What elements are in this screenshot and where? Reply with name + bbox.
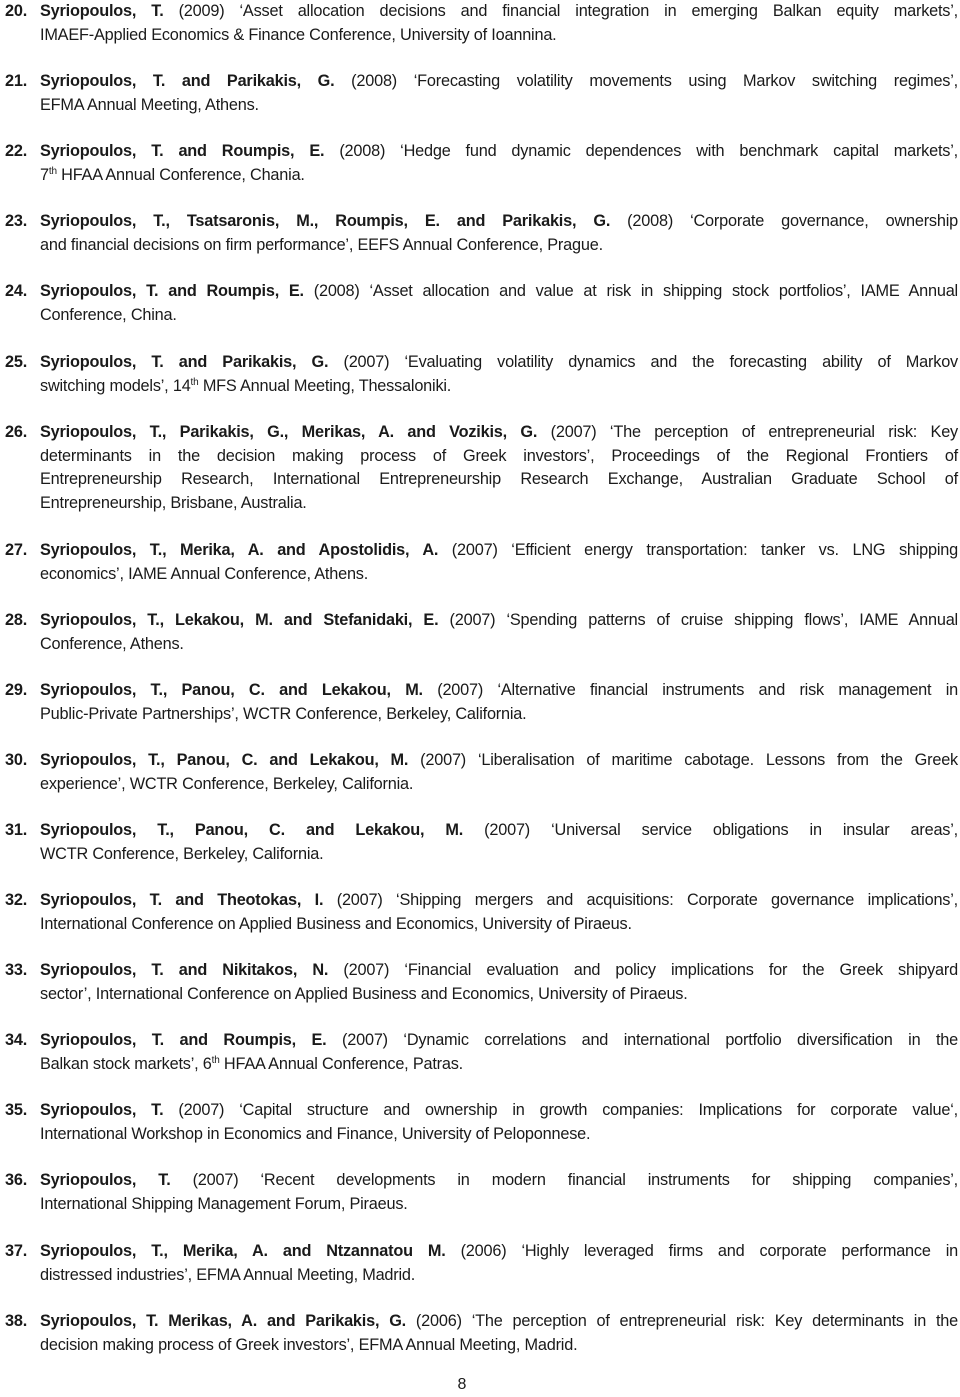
reference-line	[5, 304, 958, 328]
reference-text: (2006) ‘Highly leveraged firms and corporate performance in	[445, 1242, 958, 1260]
reference-text: Conference, China.	[40, 305, 177, 324]
reference-authors: Syriopoulos, T., Merika, A. and Apostolidis, A.	[40, 541, 439, 559]
reference-entry	[5, 1099, 958, 1146]
reference-line	[5, 679, 958, 703]
reference-number: 20.	[5, 2, 28, 20]
reference-line	[5, 210, 958, 234]
reference-number: 34.	[5, 1031, 28, 1049]
reference-authors: Syriopoulos, T. and Parikakis, G.	[40, 353, 329, 371]
reference-number: 32.	[5, 891, 28, 909]
reference-line	[5, 492, 958, 516]
reference-text: switching models’, 14	[40, 376, 191, 395]
reference-entry	[5, 1169, 958, 1216]
reference-authors: Syriopoulos, T., Merika, A. and Ntzannatou M.	[40, 1242, 446, 1260]
reference-number: 29.	[5, 681, 28, 699]
reference-text: International Workshop in Economics and Finance, University of Peloponnese.	[40, 1124, 591, 1143]
reference-entry	[5, 889, 958, 936]
reference-number: 27.	[5, 541, 28, 559]
reference-line	[5, 24, 958, 48]
reference-line	[5, 1264, 958, 1288]
reference-text: HFAA Annual Conference, Chania.	[56, 165, 305, 184]
reference-text: determinants in the decision making process of Greek investors’, Proceedings of the Regional Frontiers of	[40, 446, 958, 465]
reference-line	[5, 1240, 958, 1264]
reference-text: Entrepreneurship, Brisbane, Australia.	[40, 493, 307, 512]
reference-line	[5, 70, 958, 94]
reference-line	[5, 633, 958, 657]
reference-number: 26.	[5, 423, 28, 441]
reference-text: economics’, IAME Annual Conference, Athens.	[40, 564, 369, 583]
ordinal-suffix: th	[211, 1054, 220, 1066]
reference-line	[5, 140, 958, 164]
reference-line	[5, 1169, 958, 1193]
reference-line	[5, 609, 958, 633]
reference-entry	[5, 749, 958, 796]
reference-line	[5, 913, 958, 937]
reference-entry	[5, 959, 958, 1006]
reference-text: (2009) ‘Asset allocation decisions and financial integration in emerging Balkan equity markets’,	[163, 2, 958, 20]
reference-line	[5, 1029, 958, 1053]
reference-number: 28.	[5, 611, 28, 629]
reference-text: (2007) ‘Universal service obligations in insular areas’,	[463, 821, 958, 839]
reference-line	[5, 819, 958, 843]
reference-entry	[5, 819, 958, 866]
reference-text: (2007) ‘Capital structure and ownership in growth companies: Implications for corporate value‘,	[163, 1101, 958, 1119]
reference-entry	[5, 539, 958, 586]
reference-text: (2007) ‘Dynamic correlations and international portfolio diversification in the	[326, 1031, 958, 1049]
reference-text: International Conference on Applied Business and Economics, University of Piraeus.	[40, 914, 632, 933]
reference-text: (2006) ‘The perception of entrepreneurial risk: Key determinants in the	[406, 1312, 959, 1330]
reference-entry	[5, 679, 958, 726]
reference-line	[5, 539, 958, 563]
reference-text: Public-Private Partnerships’, WCTR Conference, Berkeley, California.	[40, 704, 527, 723]
reference-line	[5, 280, 958, 304]
reference-text: HFAA Annual Conference, Patras.	[219, 1054, 463, 1073]
reference-text: (2007) ‘Evaluating volatility dynamics and the forecasting ability of Markov	[328, 353, 958, 371]
reference-entry	[5, 421, 958, 515]
reference-authors: Syriopoulos, T., Panou, C. and Lekakou, M.	[40, 751, 409, 769]
reference-number: 25.	[5, 353, 28, 371]
reference-authors: Syriopoulos, T. Merikas, A. and Parikakis, G.	[40, 1312, 407, 1330]
reference-entry	[5, 1240, 958, 1287]
reference-line	[5, 1310, 958, 1334]
reference-line	[5, 468, 958, 492]
reference-text: (2007) ‘Financial evaluation and policy implications for the Greek shipyard	[328, 961, 958, 979]
reference-number: 24.	[5, 282, 28, 300]
reference-text: (2008) ‘Corporate governance, ownership	[610, 212, 958, 230]
reference-line	[5, 164, 958, 188]
reference-line	[5, 749, 958, 773]
reference-number: 33.	[5, 961, 28, 979]
reference-text: (2008) ‘Forecasting volatility movements using Markov switching regimes’,	[334, 72, 958, 90]
ordinal-suffix: th	[48, 165, 57, 177]
reference-text: (2007) ‘Efficient energy transportation: tanker vs. LNG shipping	[438, 541, 959, 559]
reference-text: Entrepreneurship Research, International Entrepreneurship Research Exchange, Australian Graduate School of	[40, 470, 958, 488]
reference-text: (2007) ‘Recent developments in modern financial instruments for shipping companies’,	[170, 1171, 959, 1189]
reference-line	[5, 703, 958, 727]
reference-text: distressed industries’, EFMA Annual Meeting, Madrid.	[40, 1265, 416, 1284]
reference-number: 22.	[5, 142, 28, 160]
page-number: 8	[457, 1376, 467, 1393]
reference-line	[5, 843, 958, 867]
reference-text: International Shipping Management Forum, Piraeus.	[40, 1194, 408, 1213]
reference-authors: Syriopoulos, T., Panou, C. and Lekakou, M.	[40, 821, 464, 839]
reference-number: 36.	[5, 1171, 28, 1189]
reference-line	[5, 0, 958, 24]
reference-line	[5, 983, 958, 1007]
reference-authors: Syriopoulos, T. and Parikakis, G.	[40, 72, 335, 90]
reference-line	[5, 1099, 958, 1123]
reference-text: 7	[40, 165, 49, 184]
reference-authors: Syriopoulos, T. and Roumpis, E.	[40, 142, 325, 160]
reference-text: experience’, WCTR Conference, Berkeley, California.	[40, 774, 414, 793]
reference-text: (2007) ‘Spending patterns of cruise shipping flows’, IAME Annual	[438, 611, 958, 629]
reference-text: (2008) ‘Asset allocation and value at risk in shipping stock portfolios’, IAME Annual	[303, 282, 958, 300]
reference-entry	[5, 0, 958, 47]
reference-line	[5, 94, 958, 118]
reference-number: 38.	[5, 1312, 28, 1330]
reference-authors: Syriopoulos, T. and Roumpis, E.	[40, 1031, 327, 1049]
reference-text: (2008) ‘Hedge fund dynamic dependences with benchmark capital markets’,	[324, 142, 958, 160]
reference-line	[5, 959, 958, 983]
reference-text: sector’, International Conference on Applied Business and Economics, University of Piraeus.	[40, 984, 688, 1003]
reference-number: 37.	[5, 1242, 28, 1260]
reference-number: 31.	[5, 821, 28, 839]
reference-authors: Syriopoulos, T.	[40, 1171, 171, 1189]
reference-number: 21.	[5, 72, 28, 90]
reference-entry	[5, 351, 958, 398]
reference-text: IMAEF-Applied Economics & Finance Conference, University of Ioannina.	[40, 25, 557, 44]
reference-line	[5, 421, 958, 445]
reference-authors: Syriopoulos, T. and Nikitakos, N.	[40, 961, 329, 979]
reference-line	[5, 445, 958, 469]
reference-line	[5, 1334, 958, 1358]
reference-line	[5, 351, 958, 375]
reference-entry	[5, 1310, 958, 1357]
reference-text: (2007) ‘The perception of entrepreneurial risk: Key	[537, 423, 958, 441]
reference-text: (2007) ‘Alternative financial instruments and risk management in	[422, 681, 958, 699]
reference-entry	[5, 609, 958, 656]
reference-text: EFMA Annual Meeting, Athens.	[40, 95, 259, 114]
ordinal-suffix: th	[190, 376, 199, 388]
reference-text: WCTR Conference, Berkeley, California.	[40, 844, 324, 863]
reference-line	[5, 563, 958, 587]
reference-authors: Syriopoulos, T., Parikakis, G., Merikas, A. and Vozikis, G.	[40, 423, 538, 441]
reference-text: Conference, Athens.	[40, 634, 184, 653]
reference-text: decision making process of Greek investors’, EFMA Annual Meeting, Madrid.	[40, 1335, 578, 1354]
reference-entry	[5, 280, 958, 327]
reference-entry	[5, 140, 958, 187]
reference-authors: Syriopoulos, T., Panou, C. and Lekakou, M.	[40, 681, 423, 699]
reference-number: 35.	[5, 1101, 28, 1119]
reference-text: MFS Annual Meeting, Thessaloniki.	[198, 376, 452, 395]
reference-line	[5, 375, 958, 399]
reference-authors: Syriopoulos, T. and Roumpis, E.	[40, 282, 304, 300]
reference-authors: Syriopoulos, T., Tsatsaronis, M., Roumpis, E. and Parikakis, G.	[40, 212, 611, 230]
reference-text: Balkan stock markets’, 6	[40, 1054, 212, 1073]
reference-authors: Syriopoulos, T. and Theotokas, I.	[40, 891, 324, 909]
reference-entry	[5, 1029, 958, 1076]
reference-text: (2007) ‘Shipping mergers and acquisitions: Corporate governance implications’,	[323, 891, 958, 909]
reference-number: 30.	[5, 751, 28, 769]
reference-text: and financial decisions on firm performance’, EEFS Annual Conference, Prague.	[40, 235, 603, 254]
reference-text: (2007) ‘Liberalisation of maritime cabotage. Lessons from the Greek	[408, 751, 958, 769]
reference-line	[5, 1123, 958, 1147]
reference-authors: Syriopoulos, T., Lekakou, M. and Stefanidaki, E.	[40, 611, 439, 629]
reference-authors: Syriopoulos, T.	[40, 2, 164, 20]
reference-number: 23.	[5, 212, 28, 230]
reference-line	[5, 234, 958, 258]
reference-line	[5, 773, 958, 797]
reference-line	[5, 889, 958, 913]
reference-line	[5, 1053, 958, 1077]
reference-line	[5, 1193, 958, 1217]
reference-entry	[5, 210, 958, 257]
reference-authors: Syriopoulos, T.	[40, 1101, 164, 1119]
reference-entry	[5, 70, 958, 117]
